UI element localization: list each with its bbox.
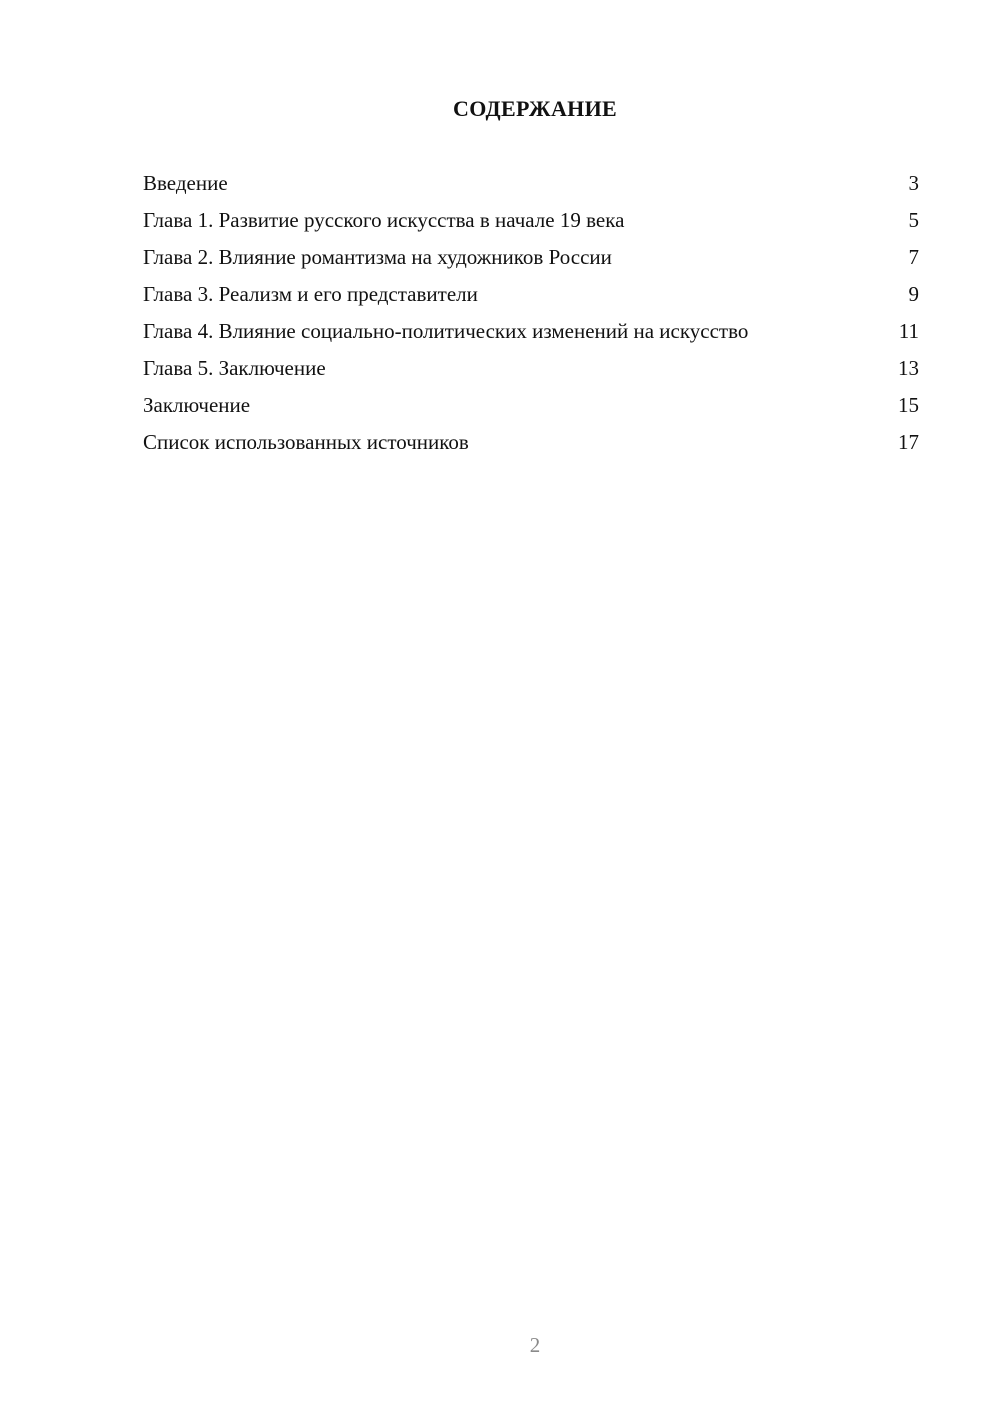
toc-entry-page: 7: [908, 245, 919, 269]
toc-entry-text: Введение: [143, 171, 228, 195]
toc-entry-chapter-4[interactable]: [143, 318, 919, 345]
toc-entry-page: 13: [898, 356, 919, 380]
toc-entry-text: Глава 1. Развитие русского искусства в начале 19 века: [143, 208, 625, 232]
toc-entry-text: Глава 2. Влияние романтизма на художников России: [143, 245, 612, 269]
toc-entry-page: 11: [898, 319, 919, 343]
toc-entry-text: Глава 3. Реализм и его представители: [143, 282, 478, 306]
toc-entry-text: Глава 4. Влияние социально-политических изменений на искусство: [143, 319, 749, 343]
toc-entry-page: 9: [908, 282, 919, 306]
toc-entry-chapter-1[interactable]: [143, 207, 919, 234]
toc-entry-text: Глава 5. Заключение: [143, 356, 326, 380]
toc-entry-text: Заключение: [143, 393, 251, 417]
toc-entry-chapter-3[interactable]: [143, 281, 919, 308]
toc-entry-page: 3: [908, 171, 919, 195]
page-number: 2: [529, 1333, 541, 1357]
toc-title: СОДЕРЖАНИЕ: [453, 96, 617, 121]
table-of-contents: [143, 170, 919, 466]
toc-entry-conclusion[interactable]: [143, 392, 919, 419]
toc-entry-page: 15: [898, 393, 919, 417]
toc-entry-introduction[interactable]: [143, 170, 919, 197]
toc-entry-page: 5: [908, 208, 919, 232]
toc-entry-text: Список использованных источников: [143, 430, 469, 454]
toc-entry-references[interactable]: [143, 429, 919, 456]
toc-entry-chapter-5[interactable]: [143, 355, 919, 382]
toc-entry-chapter-2[interactable]: [143, 244, 919, 271]
toc-entry-page: 17: [898, 430, 919, 454]
